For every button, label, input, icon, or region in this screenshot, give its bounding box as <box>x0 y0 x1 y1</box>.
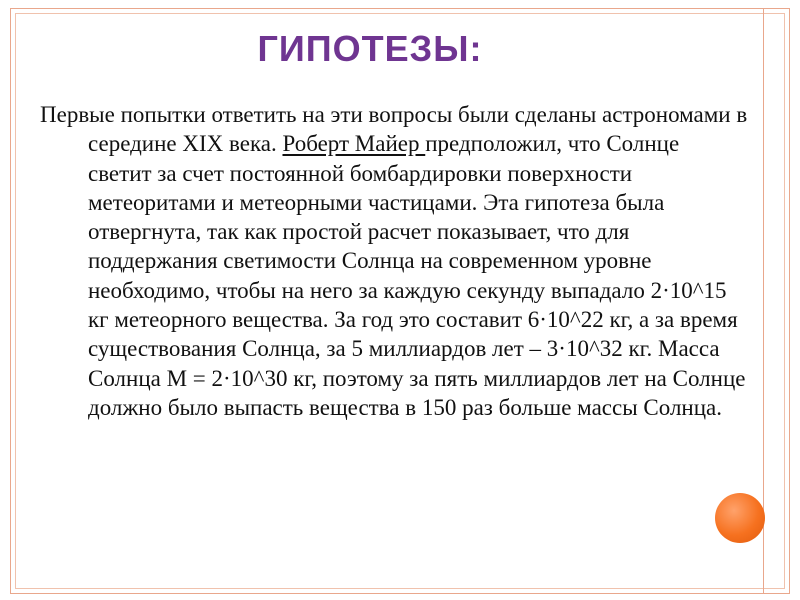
frame-stripe <box>763 8 764 594</box>
body-paragraph <box>40 100 748 422</box>
paragraph-text-rest: предположил, что Солнце светит за счет постоянной бомбардировки поверхности метеоритами и метеорными частицами. Эта гипотеза была отвергнута, так как простой расчет показывает, что для поддержания светимости Солнца на современном уровне необходимо, чтобы на него за каждую секунду выпадало 2·10^15 кг метеорного вещества. За год это составит 6·10^22 кг, а за время существования Солнца, за 5 миллиардов лет – 3·10^32 кг. Масса Солнца М = 2·10^30 кг, поэтому за пять миллиардов лет на Солнце должно было выпасть вещества в 150 раз больше массы Солнца. <box>88 131 746 420</box>
orange-circle-decoration <box>715 493 765 543</box>
paragraph-text-start: Первые попытки ответить на эти вопросы были сделаны астрономами в середине XIX века. <box>40 102 748 157</box>
robert-mayer-link[interactable]: Роберт Майер <box>282 131 426 157</box>
slide-title: ГИПОТЕЗЫ: <box>257 28 483 69</box>
